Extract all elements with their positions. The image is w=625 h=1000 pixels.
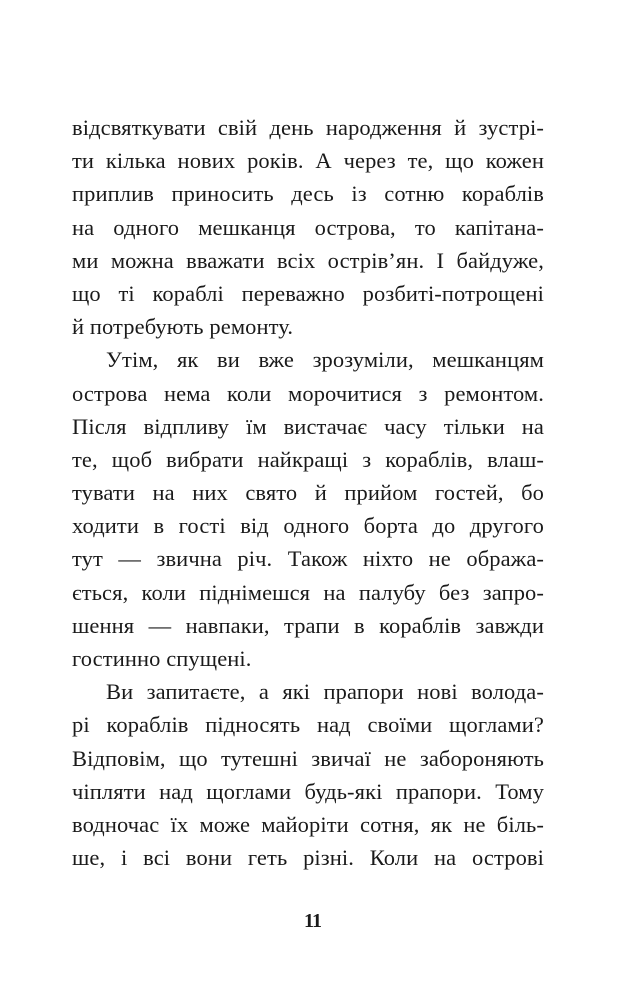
text-line: тувати на них свято й прийом гостей, бо xyxy=(72,480,544,506)
text-line: тут — звична річ. Також ніхто не обража- xyxy=(72,546,544,572)
text-line: ється, коли піднімешся на палубу без запро- xyxy=(72,579,544,605)
text-line: чіпляти над щоглами будь-які прапори. Тому xyxy=(72,778,544,804)
text-line: на одного мешканця острова, то капітана- xyxy=(72,214,544,240)
text-line: що ті кораблі переважно розбиті-потрощені xyxy=(72,280,544,306)
text-line: Після відпливу їм вистачає часу тільки на xyxy=(72,413,544,439)
body-text xyxy=(72,111,544,874)
text-line: те, щоб вибрати найкращі з кораблів, влаш- xyxy=(72,446,544,472)
text-line: Ви запитаєте, а які прапори нові волода- xyxy=(106,679,544,705)
paragraph xyxy=(72,343,544,675)
text-line: ми можна вважати всіх острів’ян. І байдуже, xyxy=(72,247,544,273)
text-line: острова нема коли морочитися з ремонтом. xyxy=(72,380,544,406)
text-line: ти кілька нових років. А через те, що кожен xyxy=(72,148,544,174)
text-line: ше, і всі вони геть різні. Коли на острові xyxy=(72,845,544,871)
text-line: гостинно спущені. xyxy=(72,646,252,671)
text-line: Утім, як ви вже зрозуміли, мешканцям xyxy=(106,347,544,373)
text-line: водночас їх може майоріти сотня, як не біль- xyxy=(72,811,544,837)
paragraph xyxy=(72,111,544,343)
text-line: й потребують ремонту. xyxy=(72,314,294,340)
text-line: ходити в гості від одного борта до другого xyxy=(72,513,544,539)
text-line: рі кораблів підносять над своїми щоглами? xyxy=(72,712,544,738)
text-line: приплив приносить десь із сотню кораблів xyxy=(72,181,544,207)
paragraph xyxy=(72,675,544,874)
text-line: Відповім, що тутешні звичаї не забороняють xyxy=(72,745,544,771)
text-line: відсвяткувати свій день народження й зустрі- xyxy=(72,115,544,140)
text-line: шення — навпаки, трапи в кораблів завжди xyxy=(72,612,544,638)
page-number: 11 xyxy=(304,910,321,932)
